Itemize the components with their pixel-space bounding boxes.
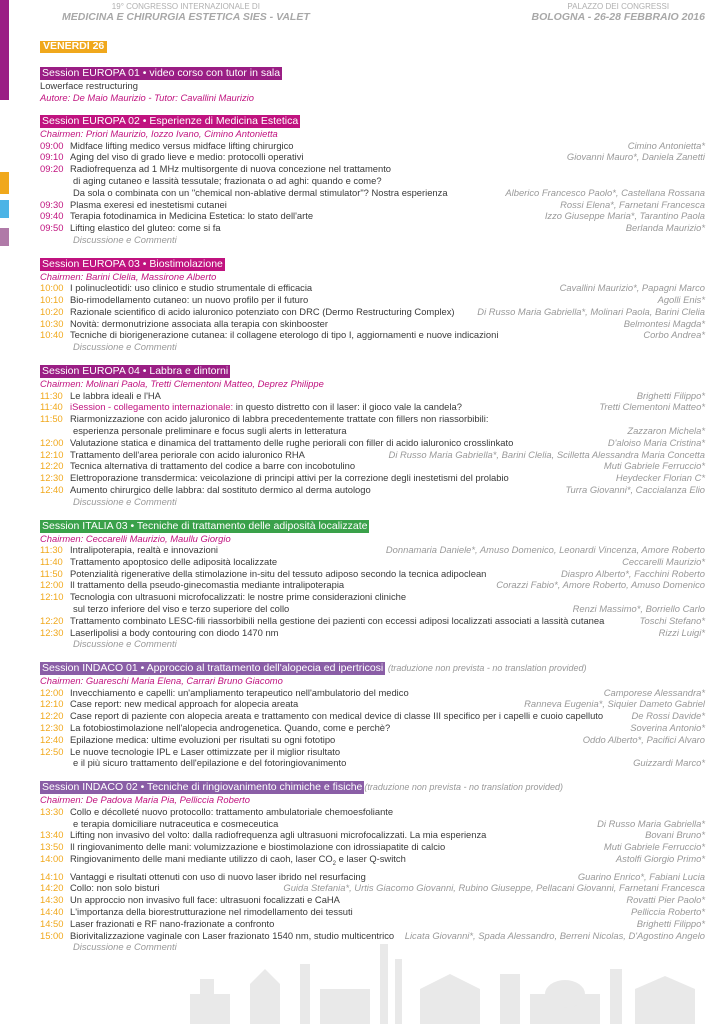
talk-author: Di Russo Maria Gabriella* [597,817,705,829]
talk-author: Brighetti Filippo* [636,917,705,929]
talk-author: Zazzaron Michela* [627,424,705,436]
talk-time: 11:50 [40,413,63,425]
talk-row [40,591,705,603]
talk-author: Rovatti Pier Paolo* [626,894,705,906]
talk-row [40,544,705,556]
talk-time: 12:50 [40,745,64,757]
side-bar-mauve [0,228,9,246]
talk-time: 11:40 [40,555,63,567]
talk-title: Aumento chirurgico delle labbra: dal sostituto dermico al derma autologo [70,483,371,495]
talk-time: 12:10 [40,448,64,460]
talk-author: Renzi Massimo*, Borriello Carlo [572,603,705,614]
talk-row [40,437,705,449]
talk-row-continued [40,757,705,769]
talk-time: 13:50 [40,841,64,853]
talk-author: Corazzi Fabio*, Amore Roberto, Amuso Domenico [496,579,705,591]
session-chairmen: Chairmen: De Padova Maria Pia, Pellicciа Roberto [40,794,250,806]
talk-author: Ranneva Eugenia*, Siquier Dameto Gabriel [524,698,705,710]
talk-author: Alberico Francesco Paolo*, Castellana Rossana [505,186,705,198]
header-congress [62,2,310,23]
talk-time: 12:30 [40,626,64,638]
talk-author: Astolfi Giorgio Primo* [615,852,705,864]
talk-title: Case report: new medical approach for alopecia areata [70,698,299,710]
talk-time: 12:40 [40,483,64,495]
talk-title: I polinucleotidi: uso clinico e studio strumentale di efficacia [70,282,313,294]
talk-time: 09:40 [40,210,64,222]
talk-title: Biorivitalizzazione vaginale con Laser frazionato 1540 nm, studio multicentrico [70,929,395,941]
talk-title-text-end: e laser Q-switch [335,852,406,864]
talk-row [40,882,705,894]
talk-author: Giovanni Mauro*, Daniela Zanetti [566,151,705,163]
talk-time: 10:00 [40,282,64,294]
session-chairmen: Chairmen: Priori Maurizio, Iozzo Ivano, Cimino Antonietta [40,128,278,140]
talk-row [40,140,705,152]
talk-title: Invecchiamento e capelli: un'ampliamento terapeutico nell'ambulatorio del medico [70,686,409,698]
discussion-label: Discussione e Commenti [73,341,177,353]
talk-author: Brighetti Filippo* [636,389,705,401]
translation-note: (traduzione non prevista - no translation provided) [364,782,564,793]
talk-time: 12:30 [40,472,64,484]
talk-title: Midface lifting medico versus midface lifting chirurgico [70,139,294,151]
talk-title: Valutazione statica e dinamica del trattamento delle rughe periorali con filler di acido ialuronico crosslinkato [70,436,514,448]
talk-time: 12:00 [40,436,64,448]
talk-time: 12:40 [40,733,64,745]
talk-time: 11:30 [40,389,63,401]
talk-title: Novità: dermonutrizione associata alla terapia con skinbooster [70,317,328,329]
talk-time: 09:20 [40,163,64,175]
talk-time: 12:10 [40,698,64,710]
talk-author: Muti Gabriele Ferruccio* [603,460,705,472]
talk-author: Oddo Alberto*, Pacifici Alvaro [582,733,705,745]
talk-author: Bovani Bruno* [645,829,705,841]
talk-title [70,853,610,871]
header-venue-line1: PALAZZO DEI CONGRESSI [567,2,670,11]
talk-row [40,556,705,568]
talk-title: Vantaggi e risultati ottenuti con uso di nuovo laser ibrido nel resurfacing [70,870,366,882]
talk-row-continued [40,425,705,437]
talk-title: Laserlipolisi a body contouring con diodo 1470 nm [70,626,279,638]
session-chairmen: Chairmen: Guareschi Maria Elena, Carrari Bruno Giacomo [40,675,283,687]
session-title: Session EUROPA 02 • Esperienze di Medicina Estetica [42,115,299,128]
session-europa-02 [40,115,705,246]
talk-time: 12:20 [40,460,64,472]
talk-title: Lifting non invasivo del volto: dalla radiofrequenza agli ultrasuoni microfocalizzati. La mia esperienza [70,829,487,841]
program-content [40,40,705,953]
talk-row [40,627,705,639]
session-title: Session EUROPA 01 • video corso con tutor in sala [42,66,281,79]
talk-title: Il ringiovanimento delle mani: volumizzazione e biostimolazione con idrossiapatite di calcio [70,841,446,853]
talk-row [40,294,705,306]
talk-author: Donnamaria Daniele*, Amuso Domenico, Leonardi Vincenza, Amore Roberto [385,544,705,556]
talk-title: Plasma exeresi ed inestetismi cutanei [70,198,227,210]
session-europa-01 [40,67,705,103]
session-indaco-02 [40,781,705,953]
talk-author: Turra Giovanni*, Caccialanza Elio [565,483,705,495]
discussion-label: Discussione e Commenti [73,495,177,507]
talk-author: Toschi Stefano* [639,614,705,626]
talk-row [40,199,705,211]
day-label: VENERDÌ 26 [40,41,107,53]
talk-row [40,401,705,413]
talk-time: 10:30 [40,317,64,329]
talk-time: 10:10 [40,294,64,306]
talk-row [40,687,705,699]
talk-author: Heydecker Florian C* [615,472,705,484]
talk-title: La fotobiostimolazione nell'alopecia androgenetica. Quando, come e perchè? [70,722,391,734]
talk-time: 13:30 [40,805,64,817]
talk-title: Radiofrequenza ad 1 MHz multisorgente di nuova concezione nel trattamento [70,163,392,175]
talk-title: Un approccio non invasivo full face: ultrasuoni focalizzati e CaHA [70,894,340,906]
session-title: Session EUROPA 04 • Labbra e dintorni [42,365,229,378]
talk-author: Tretti Clementoni Matteo* [599,401,705,413]
session-chairmen: Chairmen: Ceccarelli Maurizio, Maullu Giorgio [40,532,231,544]
talk-time: 10:20 [40,305,64,317]
talk-title: Riarmonizzazione con acido jaluronico di labbra precedentemente trattate con fillers non riassorbibili: [70,413,489,425]
talk-title-text: Ringiovanimento delle mani mediante utilizzo di caoh, laser CO [70,852,333,864]
talk-row [40,210,705,222]
talk-time: 14:10 [40,870,64,882]
talk-row [40,722,705,734]
side-bar-magenta [0,0,9,100]
talk-author: Camporese Alessandra* [603,686,705,698]
talk-title: Le nuove tecnologie IPL e Laser ottimizzate per il miglior risultato [70,745,341,757]
talk-title: Tecniche di biorigenerazione cutanea: il collagene eterologo di tipo I, aggiornamenti e nuove indicazioni [70,329,499,341]
talk-row-continued [40,818,705,830]
talk-row [40,615,705,627]
talk-title-continued: e il più sicuro trattamento dell'epilazione e del fotoringiovanimento [73,757,347,769]
talk-title: Trattamento combinato LESC-fili riassorbibili nella gestione dei pazienti con eccessi adiposi localizzati associati a lassità cutanea [70,614,605,626]
talk-time: 14:30 [40,894,64,906]
talk-author: Di Russo Maria Gabriella*, Molinari Paola, Barini Clelia [477,305,705,317]
talk-title: Aging del viso di grado lieve e medio: protocolli operativi [70,151,304,163]
talk-time: 12:20 [40,614,64,626]
talk-row [40,579,705,591]
talk-title: Tecnica alternativa di trattamento del codice a barre con incobotulino [70,460,356,472]
session-author-tutor: Autore: De Maio Maurizio - Tutor: Cavallini Maurizio [40,91,254,103]
talk-title: Razionale scientifico di acido ialuronico potenziato con DRC (Dermo Restructuring Complex) [70,305,455,317]
session-chairmen: Chairmen: Barini Clelia, Massirone Alberto [40,270,217,282]
talk-time: 10:40 [40,329,64,341]
talk-time: 13:40 [40,829,64,841]
talk-time: 11:50 [40,567,63,579]
talk-time: 12:00 [40,579,64,591]
talk-author: D'aloiso Maria Cristina* [607,436,705,448]
talk-title: Il trattamento della pseudo-ginecomastia mediante intralipoterapia [70,579,345,591]
talk-row-continued [40,187,705,199]
talk-author: Diaspro Alberto*, Facchini Roberto [561,567,705,579]
talk-row [40,472,705,484]
session-title: Session INDACO 02 • Tecniche di ringiovanimento chimiche e fisiche [42,781,363,794]
talk-title: Epilazione medica: ultime evoluzioni per risultati su ogni fototipo [70,733,336,745]
talk-time: 09:10 [40,151,64,163]
talk-row [40,698,705,710]
header-congress-line1: 19° CONGRESSO INTERNAZIONALE DI [111,2,260,11]
talk-author: Guizzardi Marco* [633,757,705,769]
talk-row [40,318,705,330]
talk-title: Elettroporazione transdermica: veicolazione di principi attivi per la correzione degli inestetismi del prolabio [70,472,509,484]
talk-row [40,460,705,472]
talk-author: Cimino Antonietta* [627,139,705,151]
talk-title-text: in questo distretto con il laser: il gioco vale la candela? [233,401,462,413]
header-congress-line2: MEDICINA E CHIRURGIA ESTETICA SIES - VALET [62,11,310,23]
talk-title: Potenzialità rigenerative della stimolazione in-situ del tessuto adiposo secondo la tecnica adipoclean [70,567,487,579]
talk-title: Le labbra ideali e l'HA [70,389,161,401]
session-title: Session ITALIA 03 • Tecniche di trattamento delle adiposità localizzate [42,519,368,532]
discussion-label: Discussione e Commenti [73,233,177,245]
talk-time: 14:20 [40,882,64,894]
talk-time: 14:00 [40,852,64,864]
talk-row [40,568,705,580]
talk-author: Guarino Enrico*, Fabiani Lucia [577,870,705,882]
talk-row [40,484,705,496]
talk-title: Laser frazionati e RF nano-frazionate a confronto [70,917,275,929]
discussion-label: Discussione e Commenti [73,638,177,650]
talk-title-continued: sul terzo inferiore del viso e terzo superiore del collo [73,603,290,614]
talk-row [40,871,705,883]
talk-row [40,306,705,318]
talk-row [40,918,705,930]
talk-time: 11:40 [40,401,63,413]
talk-row [40,841,705,853]
talk-title: Collo: non solo bisturi [70,882,160,894]
talk-author: Belmontesi Magda* [623,317,705,329]
talk-row [40,906,705,918]
talk-time: 11:30 [40,544,63,556]
talk-author: Di Russo Maria Gabriella*, Barini Clelia, Scilletta Alessandra Maria Concetta [388,448,705,460]
talk-title: Trattamento apoptosico delle adiposità localizzate [70,555,278,567]
talk-title: L'importanza della biorestrutturazione nel rimodellamento dei tessuti [70,906,353,918]
talk-row [40,282,705,294]
talk-row [40,806,705,818]
talk-title-continued: e terapia domiciliare nutraceutica e cosmeceutica [73,817,279,829]
talk-time: 12:20 [40,710,64,722]
talk-row [40,390,705,402]
session-europa-03 [40,258,705,353]
talk-title: Trattamento dell'area periorale con acido ialuronico RHA [70,448,305,460]
talk-row [40,151,705,163]
talk-time: 12:00 [40,686,64,698]
talk-row [40,894,705,906]
talk-title: Bio-rimodellamento cutaneo: un nuovo profilo per il futuro [70,294,309,306]
talk-author: Cavallini Maurizio*, Papagni Marco [559,282,705,294]
talk-time: 14:50 [40,917,64,929]
side-bar-orange [0,172,9,194]
talk-row [40,163,705,175]
talk-title-continued: Da sola o combinata con un "chemical non-ablative dermal stimulator"? Nostra esperienza [73,186,448,198]
discussion-label: Discussione e Commenti [73,941,177,953]
talk-time: 09:30 [40,198,64,210]
isession-link-label: iSession - collegamento internazionale: [70,401,234,413]
talk-author: Muti Gabriele Ferruccio* [603,841,705,853]
talk-author: Izzo Giuseppe Maria*, Tarantino Paola [544,210,705,222]
talk-title-continued: di aging cutaneo e lassità tessutale; frazionata o ad aghi: quando e come? [73,174,382,186]
header-venue-line2: BOLOGNA - 26-28 FEBBRAIO 2016 [531,11,705,23]
talk-author: Licata Giovanni*, Spada Alessandro, Berreni Nicolas, D'Agostino Angelo [404,929,705,941]
session-topic: Lowerface restructuring [40,79,138,91]
session-europa-04 [40,365,705,507]
talk-title [70,401,593,413]
talk-title: Intralipoterapia, realtà e innovazioni [70,544,219,556]
talk-title-continued: esperienza personale preliminare e focus sugli alerts in letteratura [73,424,347,436]
talk-row [40,853,705,871]
talk-author: Rizzi Luigi* [658,626,705,638]
talk-row [40,710,705,722]
talk-time: 09:00 [40,139,64,151]
talk-row [40,829,705,841]
talk-author: Agolli Enis* [657,294,705,306]
talk-author: Soverina Antonio* [630,722,705,734]
talk-row [40,413,705,425]
talk-row [40,930,705,942]
talk-author: Guida Stefania*, Urtis Giacomo Giovanni, Rubino Giuseppe, Pellacani Giovanni, Farnetani Francesca [283,882,705,894]
talk-time: 14:40 [40,906,64,918]
talk-author: Berlanda Maurizio* [625,222,705,234]
talk-row [40,329,705,341]
talk-row-continued [40,603,705,615]
header-venue [532,2,706,23]
session-indaco-01 [40,662,705,769]
talk-author: Pelliccia Roberto* [631,906,705,918]
session-italia-03 [40,520,705,651]
talk-title: Lifting elastico del gluteo: come si fa [70,222,221,234]
talk-author: Ceccarelli Maurizio* [622,555,705,567]
talk-row [40,449,705,461]
talk-time: 15:00 [40,929,64,941]
talk-time: 09:50 [40,222,64,234]
talk-time: 12:10 [40,591,64,603]
talk-title: Tecnologia con ultrasuoni microfocalizzati: le nostre prime considerazioni cliniche [70,591,407,603]
translation-note: (traduzione non prevista - no translation provided) [387,663,587,674]
talk-author: Rossi Elena*, Farnetani Francesca [560,198,705,210]
session-title: Session EUROPA 03 • Biostimolazione [42,257,223,270]
talk-title: Case report di paziente con alopecia areata e trattamento con medical device di classe III specifico per i capelli e cuoio capelluto [70,710,604,722]
talk-row [40,734,705,746]
session-title: Session INDACO 01 • Approccio al trattamento dell'alopecia ed ipertricosi [42,662,384,675]
talk-row [40,222,705,234]
talk-author: Corbo Andrea* [643,329,705,341]
side-bar-cyan [0,200,9,218]
talk-author: De Rossi Davide* [631,710,705,722]
talk-title: Terapia fotodinamica in Medicina Estetica: lo stato dell'arte [70,210,314,222]
talk-title: Collo e décolleté nuovo protocollo: trattamento ambulatoriale chemoesfoliante [70,805,394,817]
talk-time: 12:30 [40,722,64,734]
subscript-2: 2 [332,860,336,867]
session-chairmen: Chairmen: Molinari Paola, Tretti Clementoni Matteo, Deprez Philippe [40,378,324,390]
talk-row [40,746,705,758]
